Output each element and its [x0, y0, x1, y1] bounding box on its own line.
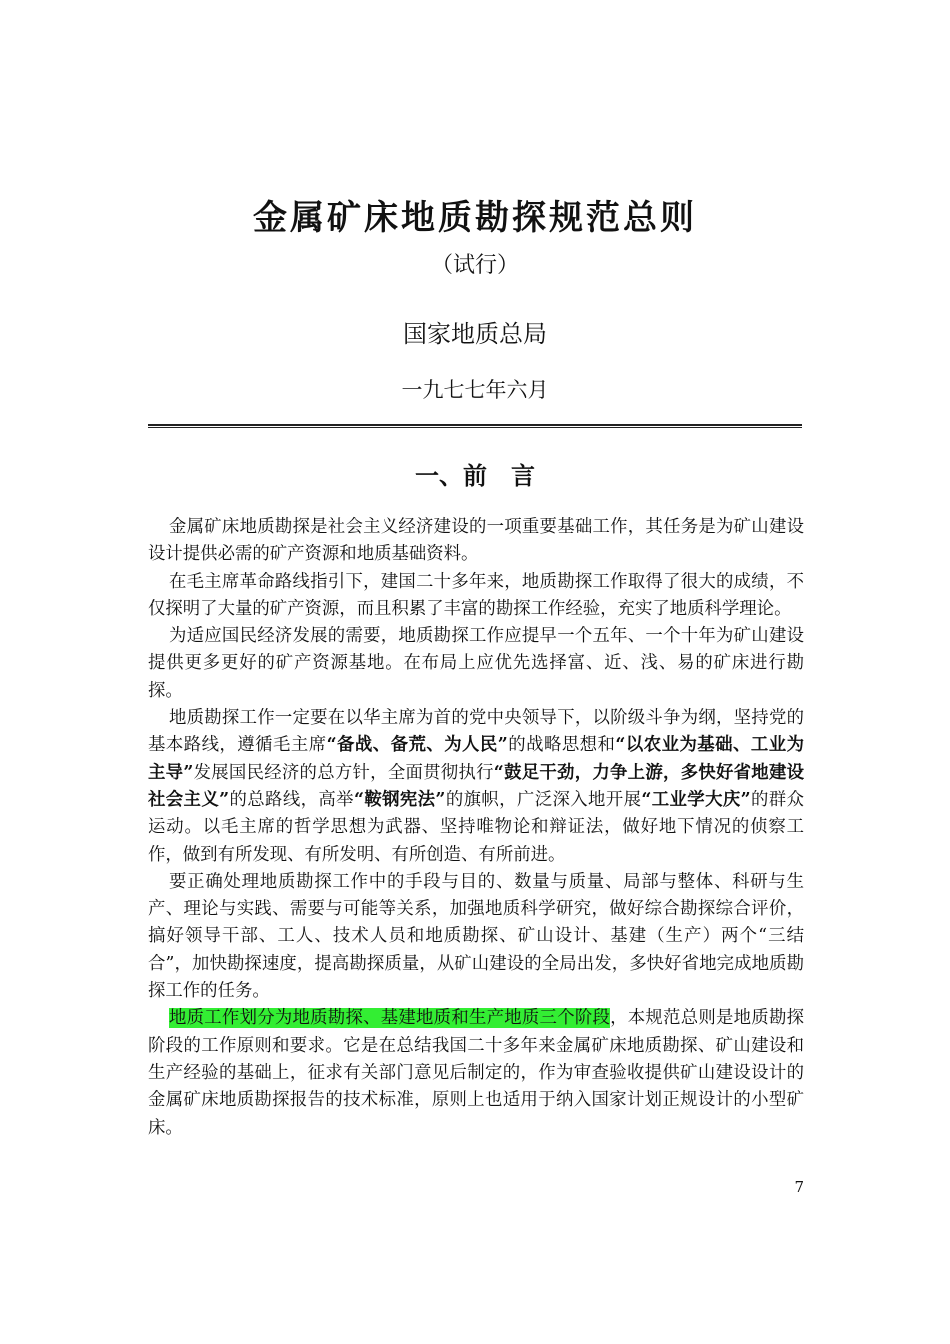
highlighted-text: 地质工作划分为地质勘探、基建地质和生产地质三个阶段: [169, 1008, 611, 1029]
paragraph-5: 要正确处理地质勘探工作中的手段与目的、数量与质量、局部与整体、科研与生产、理论与实践、需要与可能等关系，加强地质科学研究，做好综合勘探综合评价，搞好领导干部、工人、技术人员和地质勘探、矿山设计、基建（生产）两个“三结合”，加快勘探速度，提高勘探质量，从矿山建设的全局出发，多快好省地完成地质勘探工作的任务。: [148, 871, 804, 1002]
header-divider: [148, 424, 802, 428]
bold-quote-beizhan: “备战、备荒、为人民”: [326, 735, 508, 756]
paragraph-4: [148, 705, 804, 869]
paragraph-6: [148, 1005, 804, 1141]
bold-quote-angang: “鞍钢宪法”: [353, 789, 446, 810]
paragraph-4-text: 地质勘探工作一定要在以华主席为首的党中央领导下，以阶级斗争为纲，坚持党的基本路线，遵循毛主席: [148, 708, 804, 756]
paragraph-4-text: 的总路线，高举: [229, 789, 354, 810]
body-text: [148, 514, 804, 1142]
document-title: 金属矿床地质勘探规范总则: [253, 198, 697, 238]
paragraph-4-text: 的旗帜，广泛深入地开展: [445, 789, 642, 810]
page-number: 7: [794, 1178, 804, 1196]
paragraph-2: 在毛主席革命路线指引下，建国二十多年来，地质勘探工作取得了很大的成绩，不仅探明了大量的矿产资源，而且积累了丰富的勘探工作经验，充实了地质科学理论。: [148, 571, 804, 619]
issue-date: 一九七七年六月: [401, 378, 549, 402]
section-heading: 一、前 言: [415, 461, 535, 490]
paragraph-4-text: 发展国民经济的总方针，全面贯彻执行: [193, 762, 494, 783]
bold-quote-daqing: “工业学大庆”: [641, 789, 751, 810]
bold-quote-zonglux: “鼓足干劲，力争上游，多快好省地建设社会主义”: [148, 762, 804, 810]
paragraph-1: 金属矿床地质勘探是社会主义经济建设的一项重要基础工作，其任务是为矿山建设设计提供必需的矿产资源和地质基础资料。: [148, 517, 804, 565]
paragraph-4-text: 的战略思想和: [507, 735, 616, 756]
document-subtitle: （试行）: [430, 253, 519, 278]
paragraph-4-text: 的群众运动。以毛主席的哲学思想为武器、坚持唯物论和辩证法，做好地下情况的侦察工作，做到有所发现、有所发明、有所创造、有所前进。: [148, 789, 804, 865]
issuing-agency: 国家地质总局: [403, 320, 547, 348]
paragraph-3: 为适应国民经济发展的需要，地质勘探工作应提早一个五年、一个十年为矿山建设提供更多更好的矿产资源基地。在布局上应优先选择富、近、浅、易的矿床进行勘探。: [148, 626, 804, 701]
bold-quote-nongye: “以农业为基础、工业为主导”: [148, 735, 804, 783]
paragraph-6-text: ，本规范总则是地质勘探阶段的工作原则和要求。它是在总结我国二十多年来金属矿床地质勘探、矿山建设和生产经验的基础上，征求有关部门意见后制定的，作为审查验收提供矿山建设设计的金属矿床地质勘探报告的技术标准，原则上也适用于纳入国家计划正规设计的小型矿床。: [148, 1008, 804, 1138]
